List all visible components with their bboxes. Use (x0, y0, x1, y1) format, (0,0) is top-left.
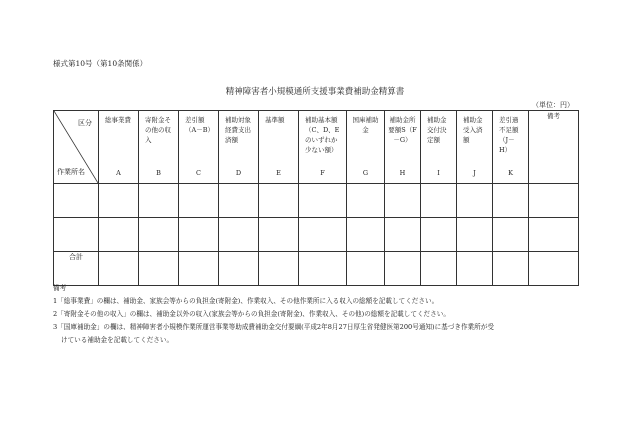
amount-cell[interactable] (421, 252, 457, 286)
facility-name-cell[interactable] (54, 218, 99, 252)
notes-heading: 備考 (53, 284, 67, 292)
col-header-national-subsidy (347, 111, 385, 184)
amount-cell[interactable] (219, 184, 259, 218)
amount-cell[interactable] (385, 184, 421, 218)
amount-cell[interactable] (347, 218, 385, 252)
remarks-cell[interactable] (529, 252, 579, 286)
col-label: 補助金受入済額 (463, 116, 483, 144)
amount-cell[interactable] (259, 218, 299, 252)
col-letter: G (362, 169, 369, 177)
col-label: 補助対象経費支出済額 (225, 116, 251, 144)
amount-cell[interactable] (219, 218, 259, 252)
col-header-difference (179, 111, 219, 184)
amount-cell[interactable] (493, 218, 529, 252)
col-letter: C (196, 169, 201, 177)
col-header-expenditure (219, 111, 259, 184)
col-header-standard-amount (259, 111, 299, 184)
amount-cell[interactable] (299, 218, 347, 252)
col-letter: I (437, 169, 440, 177)
col-letter: A (116, 169, 121, 177)
corner-cell (54, 111, 99, 184)
amount-cell[interactable] (347, 184, 385, 218)
corner-label-category: 区分 (78, 119, 92, 127)
unit-label: （単位：円） (532, 101, 574, 109)
col-header-decision-amount (421, 111, 457, 184)
document-title: 精神障害者小規模通所支援事業費補助金精算書 (225, 87, 405, 97)
col-header-received-amount (457, 111, 493, 184)
table-row (54, 184, 579, 218)
amount-cell[interactable] (179, 252, 219, 286)
note-3: 3「国庫補助金」の欄は、精神障害者小規模作業所運営事業等助成費補助金交付要綱(平成2年8月27日厚生省発健医第200号通知)に基づき作業所が受 (53, 323, 494, 331)
amount-cell[interactable] (99, 184, 139, 218)
col-letter: D (235, 169, 242, 177)
notes-section (53, 282, 593, 347)
amount-cell[interactable] (219, 252, 259, 286)
amount-cell[interactable] (259, 184, 299, 218)
amount-cell[interactable] (385, 218, 421, 252)
amount-cell[interactable] (421, 184, 457, 218)
amount-cell[interactable] (139, 252, 179, 286)
amount-cell[interactable] (457, 252, 493, 286)
amount-cell[interactable] (179, 218, 219, 252)
note-3-continued: けている補助金を記載してください。 (61, 336, 174, 344)
amount-cell[interactable] (493, 252, 529, 286)
amount-cell[interactable] (139, 184, 179, 218)
amount-cell[interactable] (99, 218, 139, 252)
facility-name-cell[interactable] (54, 184, 99, 218)
col-header-donations (139, 111, 179, 184)
col-label: 補助基本額（C、D、Eのいずれか少ない額） (305, 116, 340, 154)
amount-cell[interactable] (299, 252, 347, 286)
col-header-total-cost (99, 111, 139, 184)
amount-cell[interactable] (99, 252, 139, 286)
col-header-required-amount (385, 111, 421, 184)
amount-cell[interactable] (299, 184, 347, 218)
col-header-surplus-deficit (493, 111, 529, 184)
total-row (54, 252, 579, 286)
amount-cell[interactable] (457, 184, 493, 218)
col-letter: B (156, 169, 161, 177)
col-label: 備考 (547, 112, 560, 120)
amount-cell[interactable] (259, 252, 299, 286)
col-label: 寄附金その他の収入 (145, 116, 171, 144)
remarks-cell[interactable] (529, 184, 579, 218)
amount-cell[interactable] (457, 218, 493, 252)
amount-cell[interactable] (179, 184, 219, 218)
corner-label-facility: 作業所名 (57, 168, 85, 176)
amount-cell[interactable] (421, 218, 457, 252)
col-letter: J (473, 169, 476, 177)
col-letter: K (508, 169, 513, 177)
note-2: 2「寄附金その他の収入」の欄は、補助金以外の収入(家族会等からの負担金(寄附金)、作業収入、その他)の総額を記載してください。 (53, 310, 450, 318)
amount-cell[interactable] (385, 252, 421, 286)
amount-cell[interactable] (139, 218, 179, 252)
header-row (54, 111, 579, 184)
col-letter: H (399, 169, 406, 177)
col-label: 補助金所要額S（F－G） (388, 116, 417, 144)
col-label: 国庫補助金 (352, 116, 379, 134)
remarks-cell[interactable] (529, 218, 579, 252)
col-header-remarks (529, 111, 579, 184)
col-letter: E (276, 169, 281, 177)
col-label: 基準額 (265, 116, 285, 124)
col-label: 総事業費 (105, 116, 131, 124)
col-label: 差引過不足額（J－H） (499, 116, 519, 154)
col-label: 補助金交付決定額 (427, 116, 447, 144)
amount-cell[interactable] (493, 184, 529, 218)
table-row (54, 218, 579, 252)
note-1: 1「総事業費」の欄は、補助金、家族会等からの負担金(寄附金)、作業収入、その他作業所に入る収入の総額を記載してください。 (53, 297, 439, 305)
total-label: 合計 (54, 252, 99, 286)
col-letter: F (320, 169, 325, 177)
amount-cell[interactable] (347, 252, 385, 286)
col-label: 差引額（A－B） (185, 116, 214, 134)
col-header-base-amount (299, 111, 347, 184)
settlement-table (53, 110, 579, 286)
form-number: 様式第10号（第10条関係） (53, 59, 148, 68)
